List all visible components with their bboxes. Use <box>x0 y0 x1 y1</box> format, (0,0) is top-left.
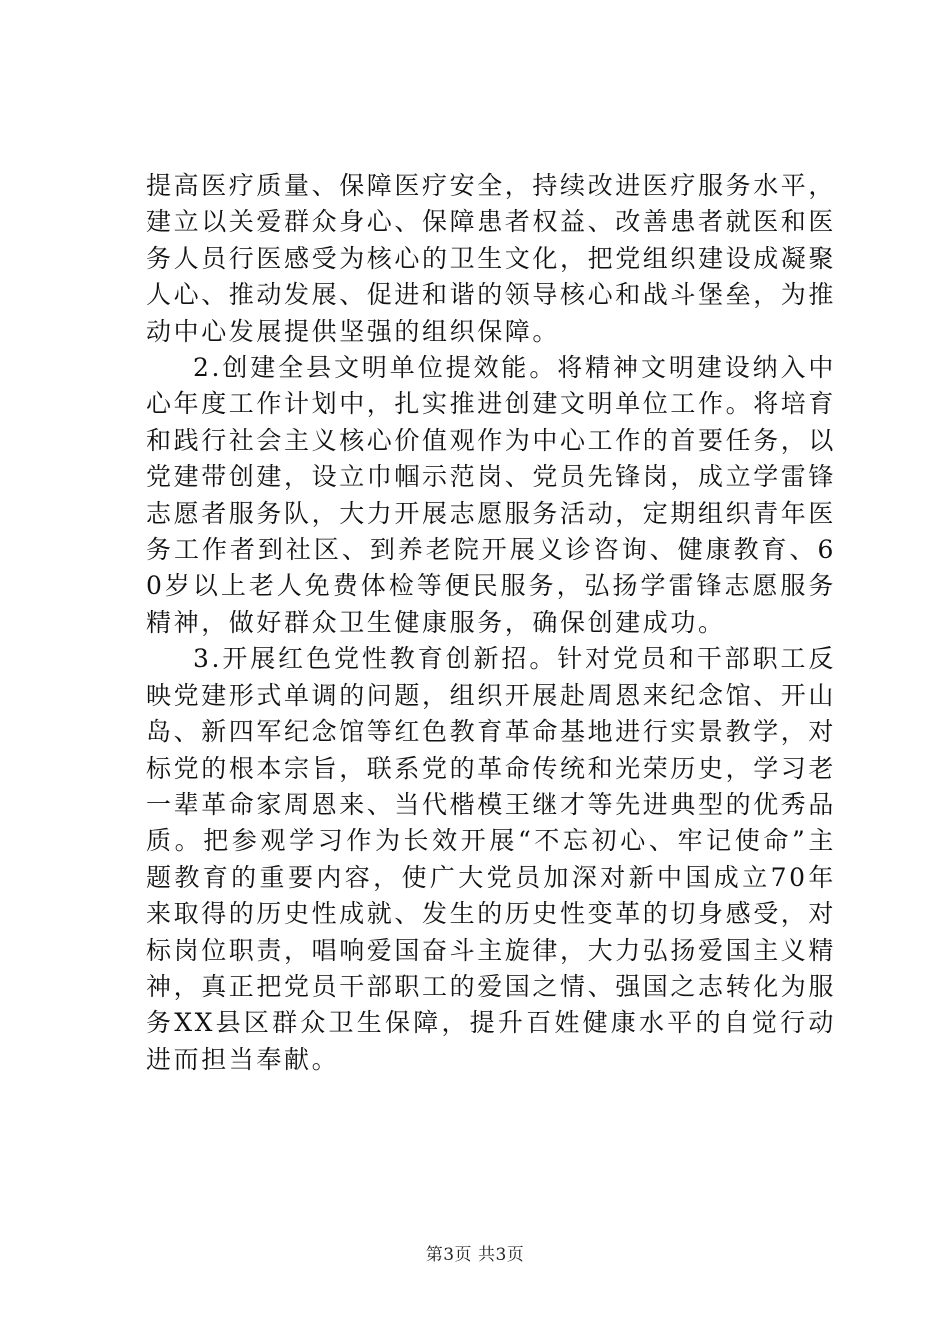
body-text <box>146 168 836 1078</box>
paragraph-item-3: 3.开展红色党性教育创新招。针对党员和干部职工反映党建形式单调的问题，组织开展赴周恩来纪念馆、开山岛、新四军纪念馆等红色教育革命基地进行实景教学，对标党的根本宗旨，联系党的革命传统和光荣历史，学习老一辈革命家周恩来、当代楷模王继才等先进典型的优秀品质。把参观学习作为长效开展“不忘初心、牢记使命”主题教育的重要内容，使广大党员加深对新中国成立70年来取得的历史性成就、发生的历史性变革的切身感受，对标岗位职责，唱响爱国奋斗主旋律，大力弘扬爱国主义精神，真正把党员干部职工的爱国之情、强国之志转化为服务XX县区群众卫生保障，提升百姓健康水平的自觉行动进而担当奉献。 <box>146 644 837 1074</box>
paragraph-continuation: 提高医疗质量、保障医疗安全，持续改进医疗服务水平，建立以关爱群众身心、保障患者权益、改善患者就医和医务人员行医感受为核心的卫生文化，把党组织建设成凝聚人心、推动发展、促进和谐的领导核心和战斗堡垒，为推动中心发展提供坚强的组织保障。 <box>146 171 837 346</box>
paragraph-item-2: 2.创建全县文明单位提效能。将精神文明建设纳入中心年度工作计划中，扎实推进创建文明单位工作。将培育和践行社会主义核心价值观作为中心工作的首要任务，以党建带创建，设立巾帼示范岗、党员先锋岗，成立学雷锋志愿者服务队，大力开展志愿服务活动，定期组织青年医务工作者到社区、到养老院开展义诊咨询、健康教育、60岁以上老人免费体检等便民服务，弘扬学雷锋志愿服务精神，做好群众卫生健康服务，确保创建成功。 <box>146 353 837 637</box>
page-footer: 第3页 共3页 <box>425 1245 525 1265</box>
